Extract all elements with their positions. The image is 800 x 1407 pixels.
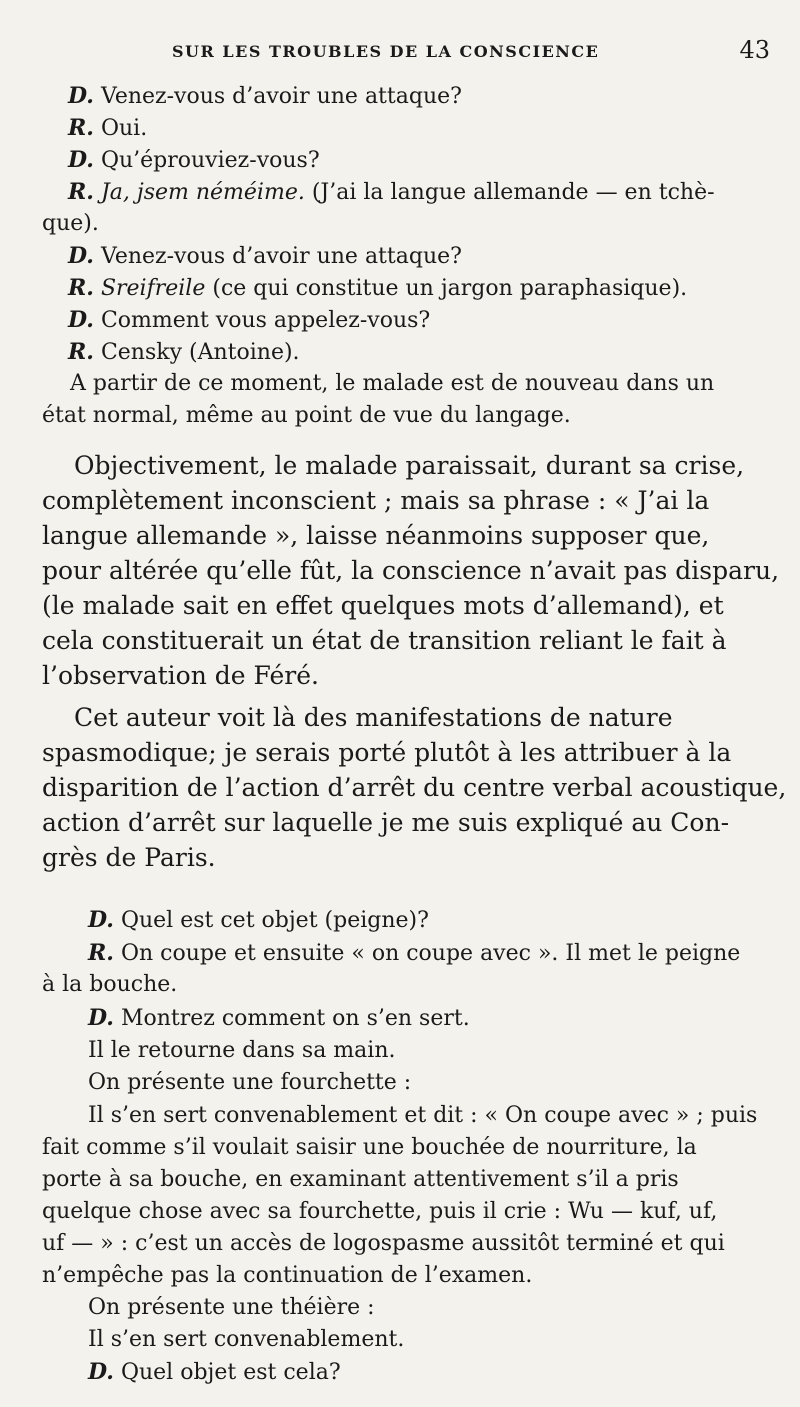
- dialogue-line: D. Quel est cet objet (peigne)?: [88, 907, 429, 933]
- text-line: disparition de l’action d’arrêt du centre verbal acoustique,: [42, 773, 787, 802]
- text-line: grès de Paris.: [42, 843, 216, 872]
- dialogue-line: D. Montrez comment on s’en sert.: [88, 1005, 470, 1031]
- dialogue-line: R. Sreifreile (ce qui constitue un jargon paraphasique).: [68, 275, 688, 301]
- text-line: fait comme s’il voulait saisir une bouchée de nourriture, la: [42, 1135, 697, 1160]
- text-line: l’observation de Féré.: [42, 661, 319, 690]
- text-line: A partir de ce moment, le malade est de nouveau dans un: [70, 371, 715, 396]
- dialogue-line: D. Venez-vous d’avoir une attaque?: [68, 243, 462, 269]
- running-title: SUR LES TROUBLES DE LA CONSCIENCE: [172, 42, 600, 61]
- text-line: n’empêche pas la continuation de l’examen.: [42, 1263, 533, 1288]
- dialogue-line: R. On coupe et ensuite « on coupe avec ». Il met le peigne: [88, 940, 741, 966]
- dialogue-line: que).: [42, 211, 99, 236]
- dialogue-line: On présente une fourchette :: [88, 1070, 412, 1095]
- dialogue-line: R. Oui.: [68, 115, 148, 141]
- dialogue-line: R. Ja, jsem néméime. (J’ai la langue allemande — en tchè-: [68, 179, 715, 205]
- dialogue-line: D. Comment vous appelez-vous?: [68, 307, 431, 333]
- dialogue-line: Il s’en sert convenablement.: [88, 1327, 405, 1352]
- text-line: quelque chose avec sa fourchette, puis il crie : Wu — kuf, uf,: [42, 1199, 718, 1224]
- text-line: uf — » : c’est un accès de logospasme aussitôt terminé et qui: [42, 1231, 725, 1256]
- text-line: Cet auteur voit là des manifestations de nature: [74, 703, 673, 732]
- dialogue-line: D. Quel objet est cela?: [88, 1359, 341, 1385]
- text-line: pour altérée qu’elle fût, la conscience n’avait pas disparu,: [42, 556, 780, 585]
- text-line: langue allemande », laisse néanmoins supposer que,: [42, 521, 710, 550]
- text-line: action d’arrêt sur laquelle je me suis expliqué au Con-: [42, 808, 730, 837]
- text-line: (le malade sait en effet quelques mots d’allemand), et: [42, 591, 724, 620]
- text-line: état normal, même au point de vue du langage.: [42, 403, 571, 428]
- dialogue-line: D. Venez-vous d’avoir une attaque?: [68, 83, 462, 109]
- page-number: 43: [739, 36, 770, 64]
- text-line: Objectivement, le malade paraissait, durant sa crise,: [74, 451, 745, 480]
- dialogue-line: Il le retourne dans sa main.: [88, 1038, 396, 1063]
- text-line: complètement inconscient ; mais sa phrase : « J’ai la: [42, 486, 710, 515]
- dialogue-line: D. Qu’éprouviez-vous?: [68, 147, 320, 173]
- dialogue-line: R. Censky (Antoine).: [68, 339, 300, 365]
- text-line: spasmodique; je serais porté plutôt à les attribuer à la: [42, 738, 732, 767]
- dialogue-line: On présente une théière :: [88, 1295, 375, 1320]
- dialogue-line: à la bouche.: [42, 972, 178, 997]
- page-header: [0, 36, 800, 66]
- text-line: cela constituerait un état de transition reliant le fait à: [42, 626, 727, 655]
- text-line: Il s’en sert convenablement et dit : « On coupe avec » ; puis: [88, 1103, 758, 1128]
- text-line: porte à sa bouche, en examinant attentivement s’il a pris: [42, 1167, 679, 1192]
